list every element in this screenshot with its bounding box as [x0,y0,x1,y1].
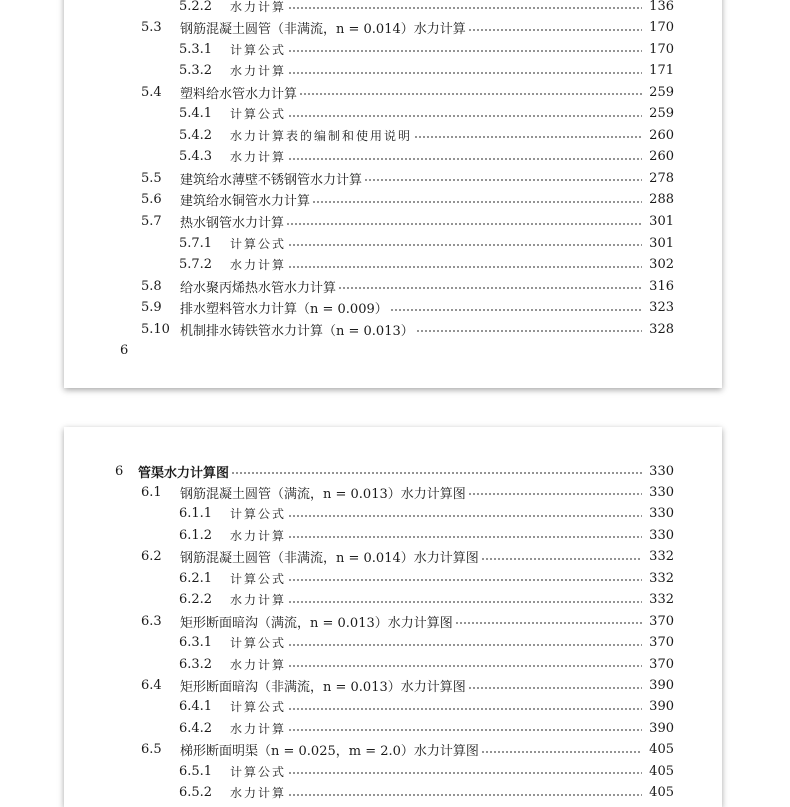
toc-entry-page: 370 [649,656,674,672]
toc-entry-title: 水力计算 [230,657,287,672]
dot-leader [288,72,642,74]
toc-entry-page: 171 [649,63,674,79]
toc-entry-title: 水力计算 [230,0,287,14]
dot-leader [288,536,642,538]
dot-leader [481,751,642,753]
toc-entry[interactable] [64,147,722,167]
toc-entry-title: 计算公式 [230,636,287,651]
toc-entry[interactable] [64,190,722,210]
dot-leader [288,579,642,581]
toc-entry-page: 288 [649,192,674,208]
toc-entry-number: 5.2.2 [179,0,213,14]
toc-entry-page: 330 [649,484,674,500]
dot-leader [468,687,642,689]
toc-entry-title: 热水钢管水力计算 [180,216,285,231]
toc-entry-title: 水力计算 [230,528,287,543]
dot-leader [481,558,642,560]
toc-entry-title: 水力计算表的编制和使用说明 [230,128,413,143]
toc-entry-number: 5.4.3 [179,149,213,165]
dot-leader [288,50,642,52]
toc-entry[interactable] [64,255,722,275]
toc-entry-title: 水力计算 [230,64,287,79]
toc-entry-number: 5.3.1 [179,41,213,57]
toc-entry-number: 6.2.1 [179,570,213,586]
dot-leader [288,266,642,268]
dot-leader [288,7,642,9]
toc-entry-title: 建筑给水铜管水力计算 [180,194,311,210]
toc-entry-page: 323 [649,300,674,316]
toc-entry-number: 6.1.2 [179,527,213,543]
toc-entry-number: 5.4.1 [179,106,213,122]
toc-entry[interactable] [64,82,722,102]
toc-entry-number: 6.4.2 [179,720,213,736]
dot-leader [468,29,642,31]
toc-entry-number: 6.1 [141,484,162,500]
toc-entry-number: 5.3 [141,20,162,36]
toc-entry-title: 计算公式 [230,107,287,122]
toc-entry[interactable] [64,718,722,738]
toc-entry[interactable] [64,740,722,760]
toc-entry[interactable] [64,39,722,59]
toc-entry[interactable] [64,104,722,124]
toc-entry-page: 260 [649,127,674,143]
toc-entry-title: 钢筋混凝土圆管（非满流，n = 0.014）水力计算 [180,22,466,38]
toc-entry[interactable] [64,212,722,232]
toc-entry[interactable] [64,125,722,145]
toc-entry-title: 排水塑料管水力计算（n = 0.009） [180,302,388,318]
toc-entry-page: 405 [649,742,674,758]
dot-leader [288,244,642,246]
toc-entry-number: 5.5 [141,170,162,186]
toc-entry[interactable] [64,0,722,16]
dot-leader [288,665,642,667]
toc-entry-page: 390 [649,699,674,715]
toc-entry-title: 计算公式 [230,764,287,779]
dot-leader [288,644,642,646]
toc-entry-title: 塑料给水管水力计算 [180,86,298,102]
toc-entry-title: 矩形断面暗沟（非满流，n = 0.013）水力计算图 [180,680,466,695]
toc-entry-number: 6.3.1 [179,635,213,651]
toc-entry-number: 6.2.2 [179,592,213,608]
toc-entry[interactable] [64,168,722,188]
toc-entry-page: 390 [649,678,674,693]
dot-leader [288,708,642,710]
toc-entry[interactable] [64,654,722,674]
toc-entry-page: 260 [649,149,674,165]
toc-entry[interactable] [64,783,722,803]
dot-leader [312,201,642,203]
dot-leader [288,515,642,517]
toc-entry-number: 5.7.1 [179,235,213,251]
dot-leader [286,223,642,225]
toc-entry-number: 6.5.2 [179,785,213,801]
dot-leader [288,772,642,774]
toc-entry[interactable] [64,18,722,38]
toc-entry-title: 建筑给水薄壁不锈钢管水力计算 [180,172,363,188]
toc-entry-page: 301 [649,214,674,229]
toc-entry-title: 机制排水铸铁管水力计算（n = 0.013） [180,323,414,339]
toc-entry-number: 5.6 [141,192,162,208]
toc-entry-title: 梯形断面明渠（n = 0.025，m = 2.0）水力计算图 [180,744,479,760]
toc-entry-number: 5.7 [141,214,162,229]
toc-entry-number: 5.4.2 [179,127,213,143]
toc-entry-number: 6.4.1 [179,699,213,715]
toc-entry-title: 计算公式 [230,236,287,251]
toc-entry[interactable] [64,298,722,318]
toc-entry-number: 6.3 [141,613,162,629]
toc-entry-number: 6.4 [141,678,162,693]
toc-entry-number: 6.5 [141,742,162,758]
toc-entry[interactable] [64,697,722,717]
toc-entry-title: 水力计算 [230,786,287,801]
toc-entry[interactable] [64,504,722,524]
toc-entry-page: 328 [649,321,674,337]
toc-entry[interactable] [64,233,722,253]
dot-leader [455,622,642,624]
toc-entry-page: 259 [649,84,674,100]
toc-entry-page: 170 [649,20,674,36]
toc-entry-page: 316 [649,278,674,294]
toc-entry-page: 370 [649,613,674,629]
toc-entry-page: 330 [649,506,674,522]
dot-leader [416,330,642,332]
toc-entry-number: 5.3.2 [179,63,213,79]
toc-entry-page: 330 [649,463,674,479]
toc-entry-title: 矩形断面暗沟（满流，n = 0.013）水力计算图 [180,615,453,631]
toc-entry-number: 5.4 [141,84,162,100]
toc-entry-title: 水力计算 [230,258,287,273]
page-number: 6 [120,343,129,358]
dot-leader [338,287,642,289]
toc-entry-page: 370 [649,635,674,651]
dot-leader [231,472,642,474]
toc-entry[interactable] [64,61,722,81]
dot-leader [414,136,642,138]
toc-entry-number: 5.7.2 [179,257,213,273]
toc-entry-page: 332 [649,570,674,586]
toc-entry[interactable] [64,547,722,567]
toc-entry-number: 5.9 [141,300,162,316]
toc-entry-title: 水力计算 [230,150,287,165]
toc-entry-title: 钢筋混凝土圆管（满流，n = 0.013）水力计算图 [180,486,466,502]
toc-entry[interactable] [64,319,722,339]
toc-entry-page: 136 [649,0,674,14]
toc-entry-page: 170 [649,41,674,57]
dot-leader [364,179,642,181]
toc-entry-title: 水力计算 [230,593,287,608]
toc-entry-number: 6.3.2 [179,656,213,672]
toc-entry-title: 钢筋混凝土圆管（非满流，n = 0.014）水力计算图 [180,551,479,567]
dot-leader [288,729,642,731]
dot-leader [288,115,642,117]
toc-entry-number: 5.10 [141,321,170,337]
toc-entry-page: 330 [649,527,674,543]
toc-entry-page: 302 [649,257,674,273]
toc-entry-title: 计算公式 [230,507,287,522]
dot-leader [299,93,642,95]
toc-entry-page: 405 [649,785,674,801]
toc-entry[interactable] [64,676,722,696]
toc-entry-page: 259 [649,106,674,122]
toc-entry-page: 405 [649,763,674,779]
toc-entry[interactable] [64,482,722,502]
toc-entry[interactable] [64,590,722,610]
toc-entry-title: 管渠水力计算图 [138,465,230,481]
toc-entry-number: 6.5.1 [179,763,213,779]
dot-leader [390,309,642,311]
toc-entry[interactable] [64,525,722,545]
toc-entry[interactable] [64,761,722,781]
dot-leader [288,601,642,603]
toc-entry-title: 计算公式 [230,42,287,57]
dot-leader [288,158,642,160]
toc-entry[interactable] [64,611,722,631]
toc-entry[interactable] [64,633,722,653]
toc-entry-page: 332 [649,592,674,608]
toc-entry-page: 332 [649,549,674,565]
toc-entry-page: 278 [649,170,674,186]
toc-entry-title: 计算公式 [230,700,287,715]
toc-entry-page: 301 [649,235,674,251]
toc-entry[interactable] [64,568,722,588]
dot-leader [468,493,642,495]
toc-entry-number: 6 [115,463,124,479]
toc-entry[interactable] [64,276,722,296]
toc-entry-number: 5.8 [141,278,162,294]
toc-entry-title: 计算公式 [230,571,287,586]
toc-entry-page: 390 [649,720,674,736]
toc-page-2 [64,427,722,807]
toc-entry-number: 6.2 [141,549,162,565]
toc-entry-title: 水力计算 [230,721,287,736]
toc-entry[interactable] [64,461,722,481]
toc-page-1 [64,0,722,388]
dot-leader [288,794,642,796]
toc-entry-number: 6.1.1 [179,506,213,522]
toc-entry-title: 给水聚丙烯热水管水力计算 [180,280,337,296]
